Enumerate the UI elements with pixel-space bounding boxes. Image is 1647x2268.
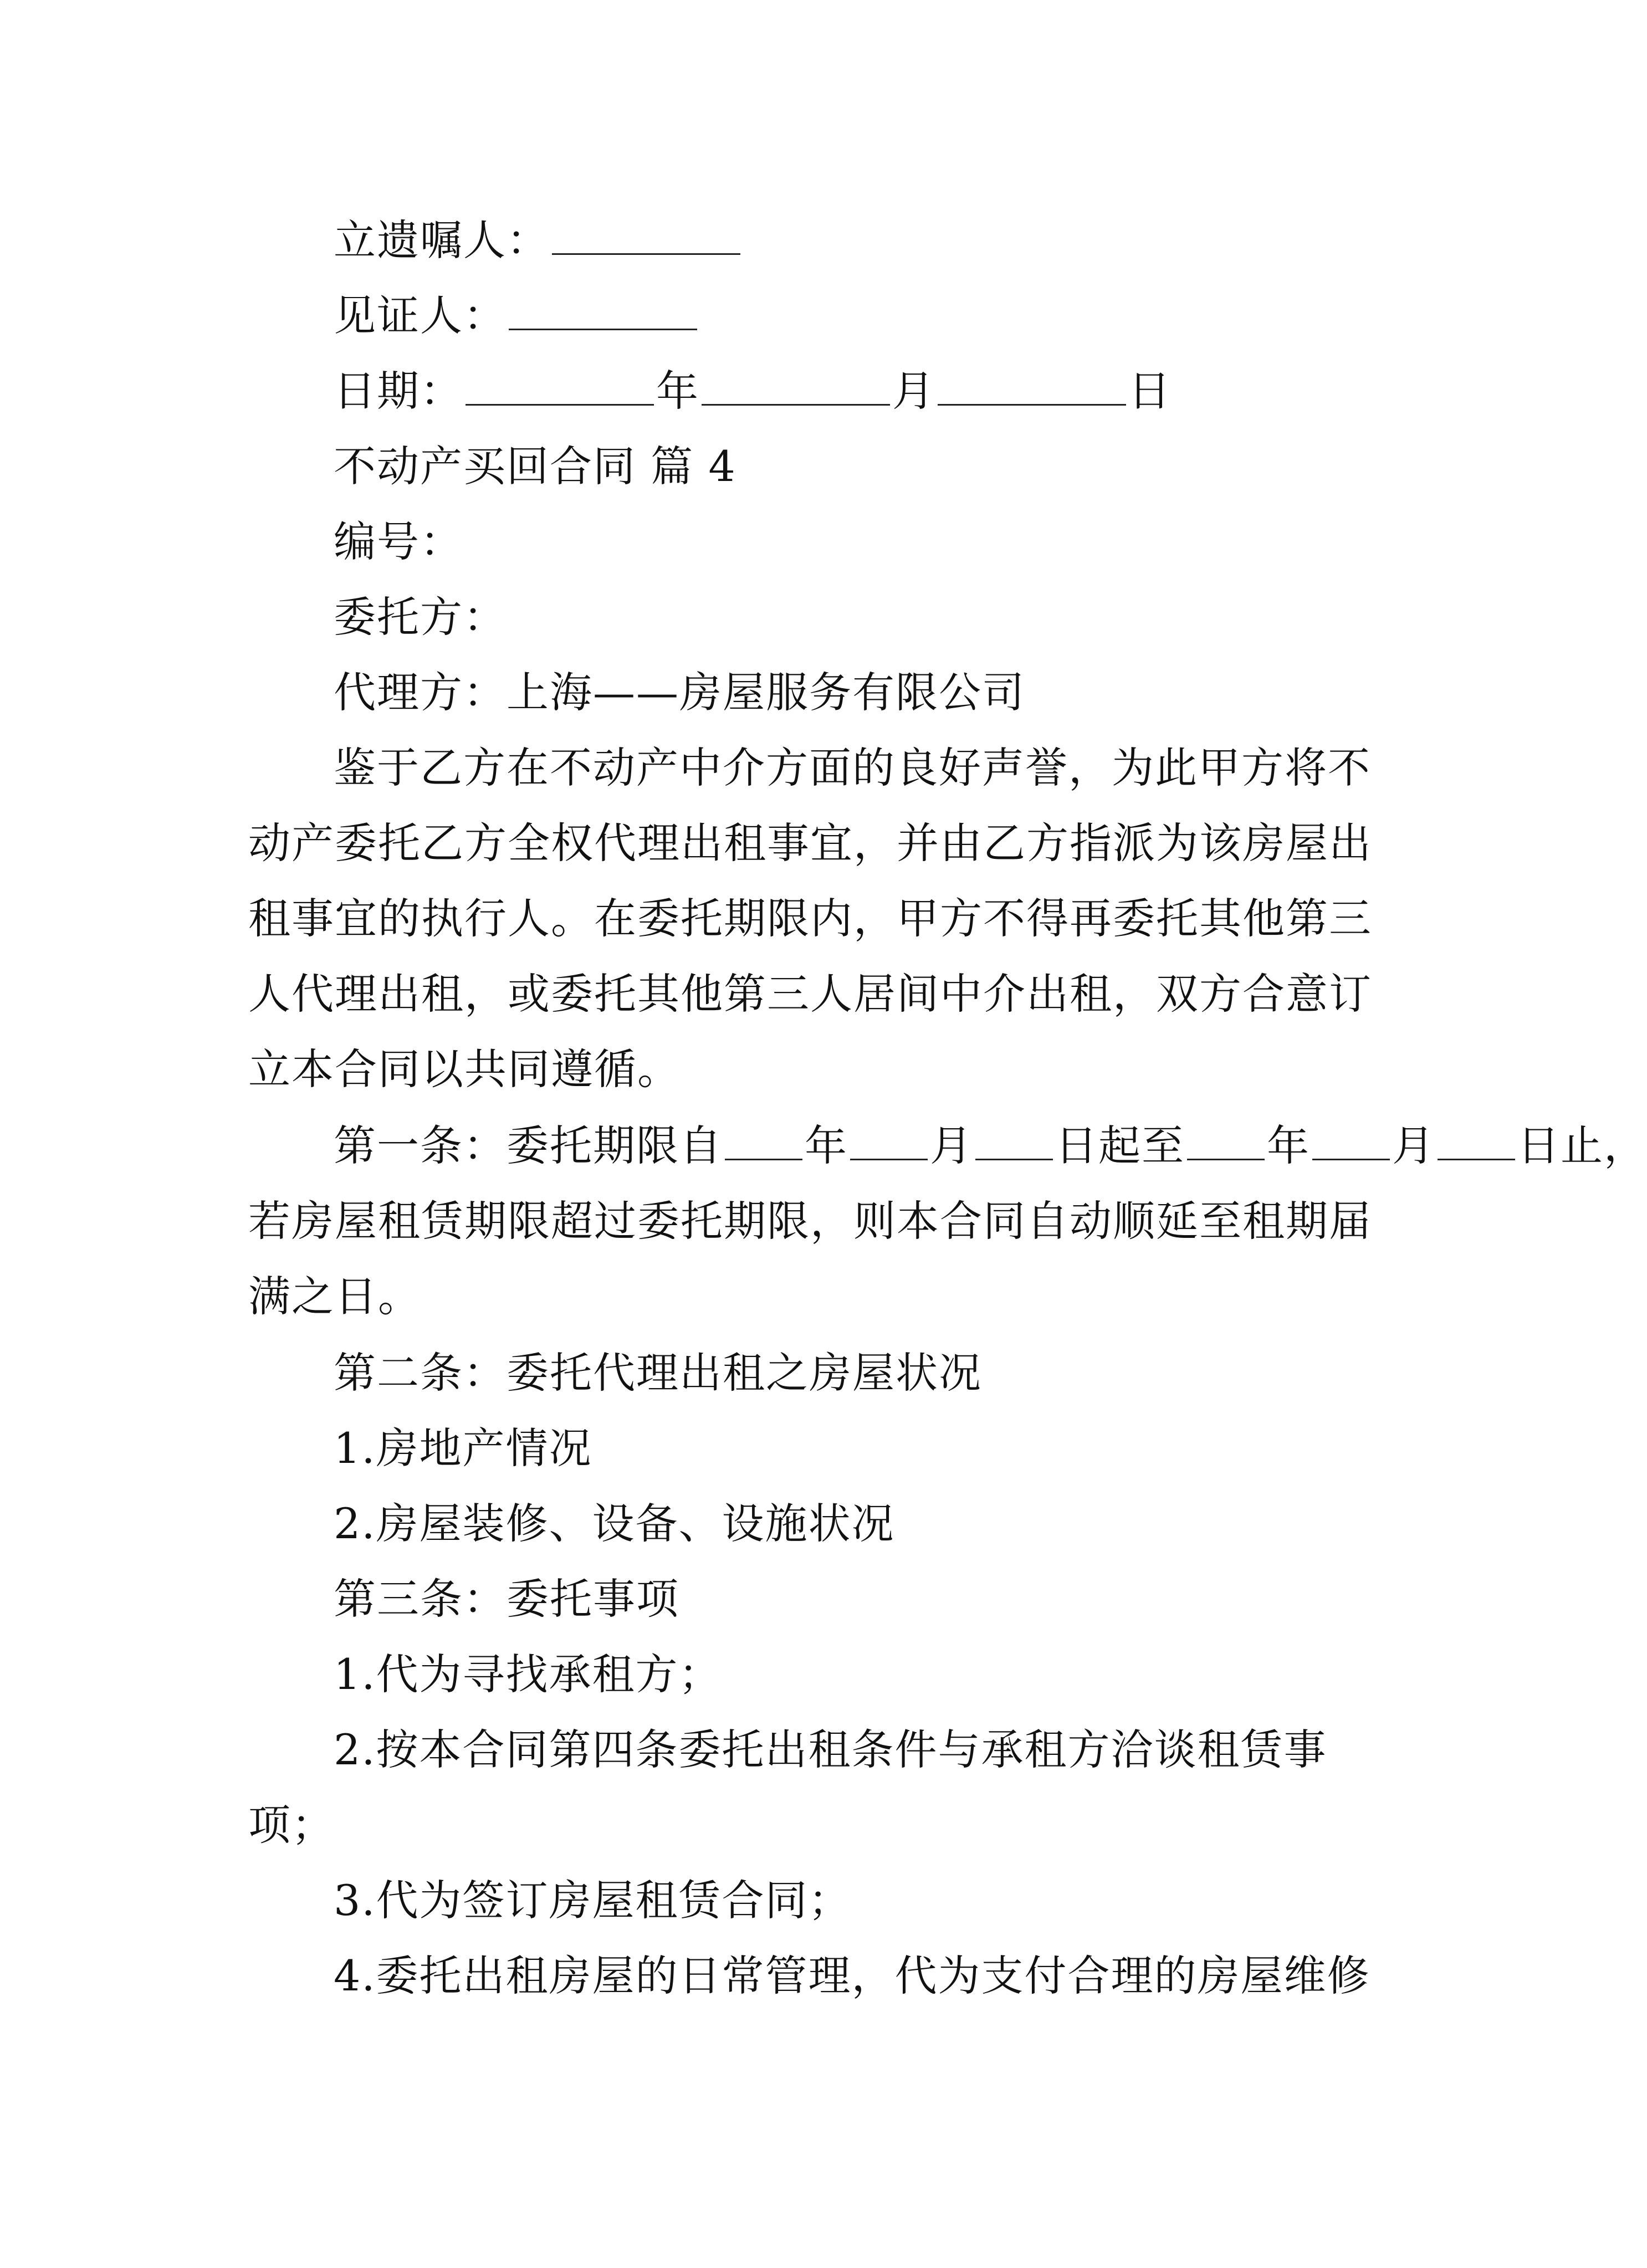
- art1-year-blank: [725, 1124, 802, 1160]
- article-1-line-2: 若房屋租赁期限超过委托期限，则本合同自动顺延至租期届: [248, 1196, 1372, 1246]
- section-title: 不动产买回合同 篇 4: [334, 442, 736, 491]
- date-month-blank: [702, 370, 890, 406]
- article-1-start: 第一条：委托期限自: [334, 1121, 723, 1170]
- art1-day-to: 日止，: [1517, 1121, 1647, 1170]
- article-1-line-3: 满之日。: [248, 1272, 421, 1321]
- art1-year2: 年: [1267, 1121, 1310, 1170]
- article-2-item-1: 1.房地产情况: [334, 1424, 592, 1473]
- art1-month2-blank: [1312, 1124, 1390, 1160]
- date-year-blank: [466, 370, 654, 406]
- testator-label: 立遗嘱人：: [334, 216, 550, 265]
- article-3-item-2a: 2.按本合同第四条委托出租条件与承租方洽谈租赁事: [334, 1725, 1327, 1774]
- agent-label: 代理方：上海——房屋服务有限公司: [334, 668, 1025, 717]
- article-3-item-2b: 项；: [248, 1800, 335, 1850]
- article-3-item-4: 4.委托出租房屋的日常管理，代为支付合理的房屋维修: [334, 1951, 1370, 2000]
- witness-blank: [509, 294, 697, 330]
- article-3-item-3: 3.代为签订房屋租赁合同；: [334, 1876, 852, 1925]
- date-month-label: 月: [892, 366, 935, 416]
- art1-month2: 月: [1392, 1121, 1435, 1170]
- article-2-title: 第二条：委托代理出租之房屋状况: [334, 1348, 982, 1397]
- intro-line-3: 租事宜的执行人。在委托期限内，甲方不得再委托其他第三: [248, 894, 1372, 943]
- article-3-item-1: 1.代为寻找承租方；: [334, 1650, 722, 1699]
- article-2-item-2: 2.房屋装修、设备、设施状况: [334, 1499, 895, 1548]
- intro-line-4: 人代理出租，或委托其他第三人居间中介出租，双方合意订: [248, 969, 1372, 1018]
- number-label: 编号：: [334, 517, 463, 566]
- art1-day-blank: [975, 1124, 1053, 1160]
- date-label: 日期：: [334, 366, 463, 416]
- witness-label: 见证人：: [334, 291, 507, 340]
- intro-line-1: 鉴于乙方在不动产中介方面的良好声誉，为此甲方将不: [334, 743, 1371, 792]
- principal-label: 委托方：: [334, 592, 507, 642]
- date-day-blank: [938, 370, 1126, 406]
- testator-line: [334, 203, 1368, 278]
- intro-line-2: 动产委托乙方全权代理出租事宜，并由乙方指派为该房屋出: [248, 818, 1372, 868]
- art1-month: 月: [930, 1121, 973, 1170]
- date-year-label: 年: [656, 366, 699, 416]
- art1-year: 年: [805, 1121, 848, 1170]
- witness-line: [334, 278, 1368, 354]
- art1-month-blank: [850, 1124, 928, 1160]
- testator-blank: [552, 219, 740, 255]
- art1-day-from: 日起至: [1055, 1121, 1185, 1170]
- article-3-title: 第三条：委托事项: [334, 1574, 679, 1624]
- art1-day2-blank: [1438, 1124, 1515, 1160]
- date-day-label: 日: [1128, 366, 1172, 416]
- art1-year2-blank: [1187, 1124, 1265, 1160]
- intro-line-5: 立本合同以共同遵循。: [248, 1045, 681, 1094]
- article-1-line-1: [334, 1108, 1647, 1184]
- date-line: [334, 354, 1368, 429]
